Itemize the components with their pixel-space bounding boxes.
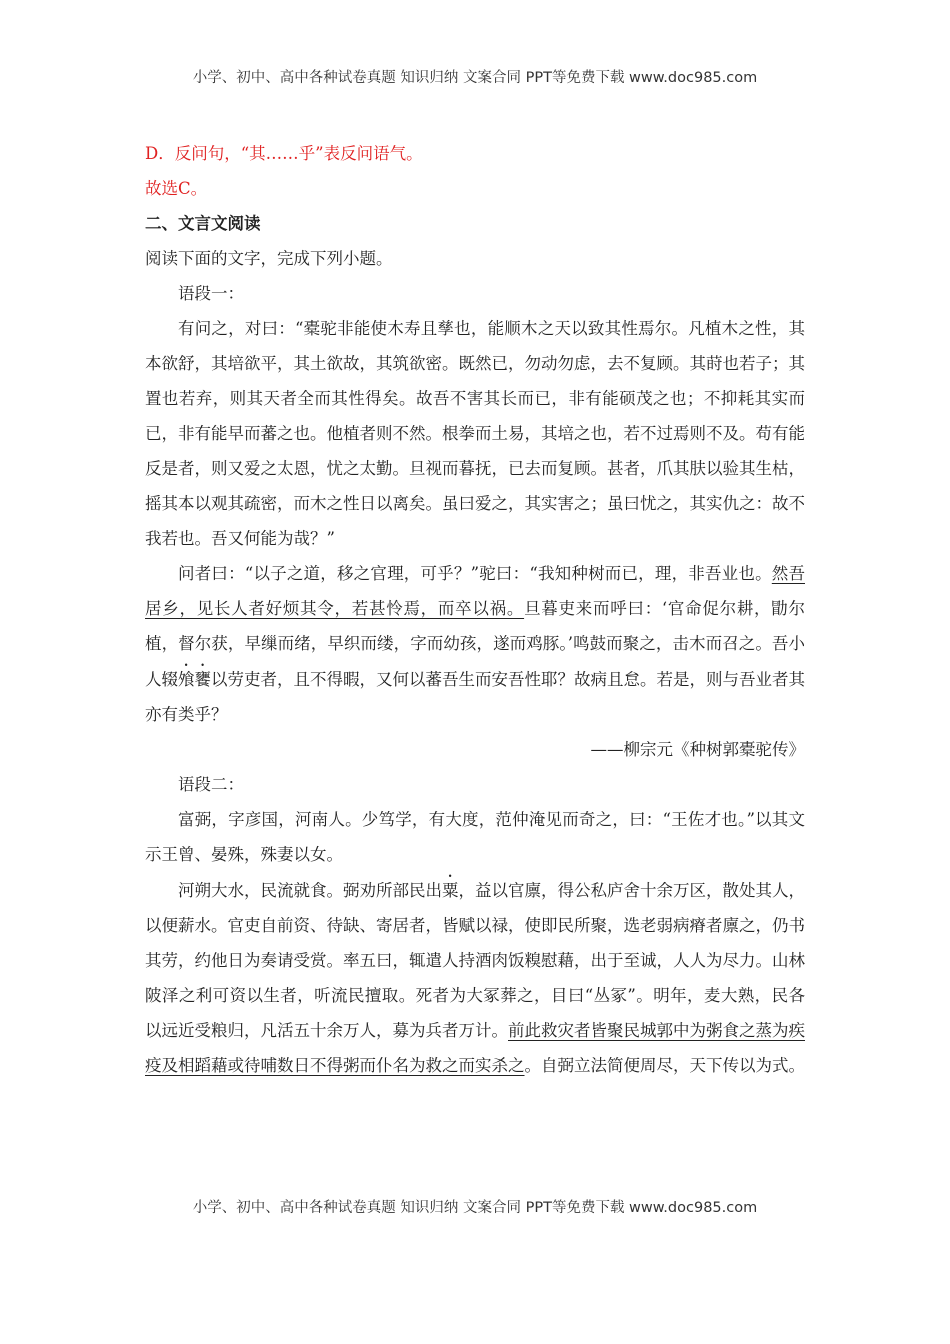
- section-instruction: 阅读下面的文字，完成下列小题。: [145, 249, 393, 268]
- passage1-paragraph-2: [145, 556, 805, 732]
- answer-choice: 故选C。: [145, 179, 208, 198]
- page-header: 小学、初中、高中各种试卷真题 知识归纳 文案合同 PPT等免费下载 www.doc985.com: [192, 70, 758, 86]
- section-title: 二、文言文阅读: [145, 214, 261, 233]
- passage2-label: 语段二：: [178, 775, 244, 794]
- passage1-text-b: 旦暮吏来而呼曰：‘官命促尔耕，勖尔植，督尔获，早缫而绪，早织而缕，字而幼孩，遂而鸡豚。’鸣鼓而聚之，击木而召之。吾小人辍: [145, 599, 806, 689]
- passage1-label: 语段一：: [178, 284, 244, 303]
- passage1-source: ——柳宗元《种树郭橐驼传》: [590, 740, 805, 759]
- passage2-paragraph-2: [145, 872, 805, 1083]
- passage2-text-a: 河朔大水，民流就食。弼劝所部民出: [178, 881, 442, 900]
- underlined-sentence-1: 然吾居乡，见长人者好烦其令，若甚怜焉，而卒以祸。: [145, 564, 805, 618]
- answer-explanation-d: D．反问句，“其……乎”表反问语气。: [145, 144, 423, 163]
- underlined-sentence-2: 前此救灾者皆聚民城郭中为粥食之蒸为疾疫及相蹈藉或待哺数日不得粥而仆名为救之而实杀之: [145, 1021, 805, 1075]
- passage1-text-a: 问者曰：“以子之道，移之官理，可乎？”驼曰：“我知种树而已，理，非吾业也。: [178, 564, 772, 583]
- dotted-word-2: 粟: [442, 881, 459, 900]
- passage1-paragraph-1: 有问之，对曰：“橐驼非能使木寿且孳也，能顺木之天以致其性焉尔。凡植木之性，其本欲舒，其培欲平，其土欲故，其筑欲密。既然已，勿动勿虑，去不复顾。其莳也若子；其置也若弃，则其天者全而其性得矣。故吾不害其长而已，非有能硕茂之也；不抑耗其实而已，非有能早而蕃之也。他植者则不然。根拳而土易，其培之也，若不过焉则不及。苟有能反是者，则又爱之太恩，忧之太勤。旦视而暮抚，已去而复顾。甚者，爪其肤以验其生枯，摇其本以观其疏密，而木之性日以离矣。虽曰爱之，其实害之；虽曰忧之，其实仇之：故不我若也。吾又何能为哉？”: [145, 319, 805, 548]
- passage2-text-c: 。自弼立法简便周尽，天下传以为式。: [524, 1056, 805, 1075]
- dotted-word-1: 飧饔: [178, 670, 211, 689]
- document-body: [145, 136, 805, 1083]
- page-footer: 小学、初中、高中各种试卷真题 知识归纳 文案合同 PPT等免费下载 www.doc985.com: [192, 1200, 758, 1216]
- passage1-text-c: 以劳吏者，且不得暇，又何以蕃吾生而安吾性耶？故病且怠。若是，则与吾业者其亦有类乎？: [145, 670, 805, 724]
- passage2-paragraph-1: 富弼，字彦国，河南人。少笃学，有大度，范仲淹见而奇之，曰：“王佐才也。”以其文示王曾、晏殊，殊妻以女。: [145, 810, 805, 864]
- passage2-text-b: ，益以官廪，得公私庐舍十余万区，散处其人，以便薪水。官吏自前资、待缺、寄居者，皆赋以禄，使即民所聚，选老弱病瘠者廪之，仍书其劳，约他日为奏请受赏。率五曰，辄遣人持酒肉饭糗慰藉，出于至诚，人人为尽力。山林陂泽之利可资以生者，听流民擅取。死者为大冢葬之，目曰“丛冢”。明年，麦大熟，民各以远近受粮归，凡活五十余万人，募为兵者万计。: [145, 881, 805, 1040]
